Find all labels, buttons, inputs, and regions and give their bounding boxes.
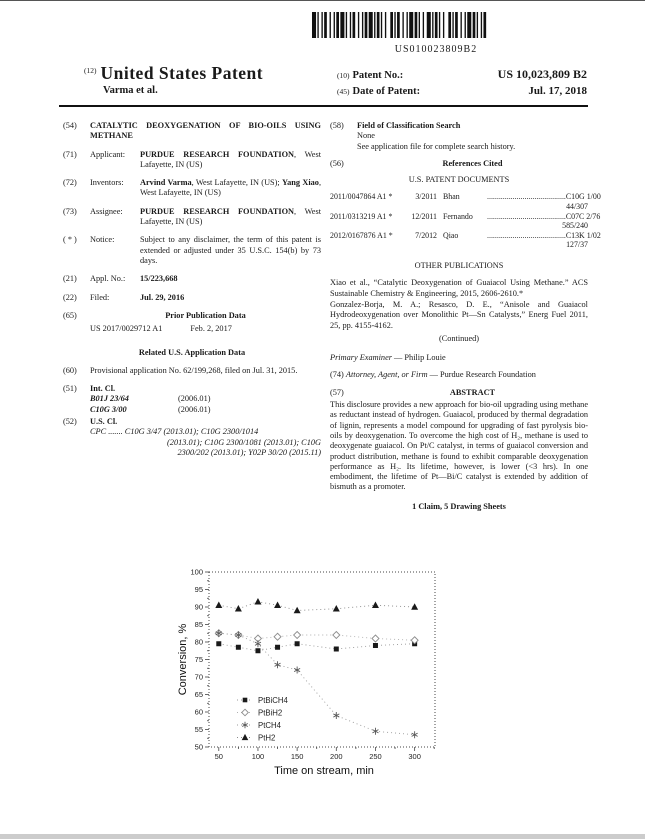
- primary-examiner-label: Primary Examiner: [330, 353, 392, 363]
- table-row-class2: 127/37: [566, 240, 588, 250]
- cpc-line: CPC ....... C10G 3/47 (2013.01); C10G 2300/1014: [90, 427, 259, 437]
- field-71-applicant: [63, 150, 321, 171]
- applicant-value: PURDUE RESEARCH FOUNDATION, West Lafayette, IN (US): [140, 149, 321, 169]
- field-45-number: (45): [337, 87, 350, 96]
- classification-search-title: Field of Classification Search: [357, 121, 461, 130]
- table-row-class2: 44/307: [566, 202, 588, 212]
- inventors-label: Inventors:: [90, 178, 124, 188]
- svg-text:PtBiH2: PtBiH2: [258, 708, 283, 718]
- patent-no-value: US 10,023,809 B2: [497, 67, 587, 81]
- attorney-label: Attorney, Agent, or Firm: [345, 370, 428, 380]
- related-app-heading: Related U.S. Application Data: [138, 348, 246, 358]
- publication-item: Xiao et al., “Catalytic Deoxygenation of Guaiacol Using Methane.” ACS Sustainable Chemistry & Engineering, 2015, 2606-2610.*: [330, 278, 588, 298]
- primary-examiner-value: — Philip Louie: [391, 353, 446, 363]
- patent-no-label: Patent No.:: [352, 70, 404, 81]
- field-number: (71): [63, 149, 77, 159]
- field-65-heading: [63, 311, 321, 321]
- publication-item: Gonzalez-Borja, M. A.; Resasco, D. E., “Anisole and Guaiacol Hydrodeoxygenation over Monolithic Pt—Sn Catalysts,” Energ Fuel 2011, 25, pp. 4155-4162.: [330, 299, 588, 330]
- svg-text:150: 150: [290, 752, 304, 761]
- svg-text:70: 70: [194, 672, 203, 682]
- prior-publication-date: Feb. 2, 2017: [190, 324, 232, 334]
- int-cl-rows: [90, 394, 321, 415]
- field-12-number: (12): [84, 66, 97, 75]
- header-right: [337, 67, 587, 100]
- field-74-attorney: [330, 370, 588, 380]
- prior-publication-heading: Prior Publication Data: [165, 310, 246, 320]
- left-column: [63, 121, 321, 458]
- date-of-patent-value: Jul. 17, 2018: [528, 85, 587, 97]
- us-cl-label: U.S. Cl.: [90, 416, 118, 426]
- invention-title: CATALYTIC DEOXYGENATION OF BIO-OILS USING METHANE: [90, 121, 321, 141]
- svg-text:50: 50: [194, 742, 203, 752]
- field-number: (52): [63, 416, 77, 426]
- attorney-value: — Purdue Research Foundation: [427, 370, 536, 380]
- other-publications-list: [330, 278, 588, 330]
- conversion-chart-canvas: [178, 563, 480, 795]
- conversion-chart: [178, 563, 480, 795]
- svg-text:Time on stream, min: Time on stream, min: [274, 765, 374, 777]
- field-number: (60): [63, 365, 77, 375]
- cpc-block: [90, 427, 321, 458]
- field-number: (22): [63, 292, 77, 302]
- filed-label: Filed:: [90, 292, 110, 302]
- notice-label: Notice:: [90, 235, 115, 245]
- right-column: [330, 121, 601, 512]
- assignee-value: PURDUE RESEARCH FOUNDATION, West Lafayette, IN (US): [140, 206, 321, 227]
- svg-text:100: 100: [251, 752, 265, 761]
- notice-field: [63, 235, 321, 266]
- field-22-filed: [63, 293, 321, 303]
- field-21-appl-no: [63, 274, 321, 284]
- svg-text:55: 55: [194, 725, 203, 734]
- field-number: (54): [63, 121, 77, 130]
- field-number: (65): [63, 310, 77, 320]
- appl-no-label: Appl. No.:: [90, 274, 126, 284]
- barcode-text: US010023809B2: [394, 44, 478, 55]
- notice-text: Subject to any disclaimer, the term of this patent is extended or adjusted under 35 U.S.C. 154(b) by 73 days.: [140, 235, 321, 265]
- svg-text:90: 90: [194, 602, 203, 612]
- field-51-intcl: [63, 384, 321, 394]
- table-row: 2011/0313219 A1 * 12/2011 Fernando ........................................ C07C 2/76: [330, 211, 601, 221]
- field-number: (74): [330, 370, 346, 380]
- int-cl-label: Int. Cl.: [90, 384, 116, 394]
- classification-search-none: None: [357, 131, 375, 141]
- svg-text:250: 250: [369, 752, 382, 761]
- header-left: [84, 63, 263, 96]
- svg-text:80: 80: [194, 637, 203, 647]
- cpc-line: 2300/202 (2013.01); Y02P 30/20 (2015.11): [177, 447, 321, 457]
- other-publications-heading: OTHER PUBLICATIONS: [414, 261, 504, 271]
- inventors-value: Arvind Varma, West Lafayette, IN (US); Yang Xiao, West Lafayette, IN (US): [140, 178, 322, 198]
- header-divider: [59, 105, 588, 107]
- svg-text:Conversion, %: Conversion, %: [177, 623, 189, 696]
- field-56-references: [330, 159, 588, 169]
- int-cl-row: C10G 3/00 (2006.01): [90, 404, 211, 414]
- applicant-label: Applicant:: [90, 149, 126, 159]
- assignee-label: Assignee:: [90, 206, 123, 216]
- primary-examiner-line: [330, 353, 588, 363]
- svg-text:200: 200: [330, 752, 343, 761]
- field-number: (73): [63, 206, 77, 216]
- references-cited-heading: References Cited: [442, 158, 503, 168]
- field-number: (58): [330, 121, 344, 130]
- first-named-inventor: Varma et al.: [103, 85, 158, 96]
- classification-search-note: See application file for complete search history.: [357, 141, 516, 151]
- svg-text:95: 95: [194, 585, 203, 594]
- field-58-search: [330, 121, 588, 152]
- barcode-icon: [310, 12, 562, 38]
- svg-text:PtH2: PtH2: [258, 733, 276, 743]
- prior-publication-number: US 2017/0029712 A1: [90, 324, 163, 334]
- cpc-line: (2013.01); C10G 2300/1081 (2013.01); C10G: [167, 437, 321, 447]
- svg-text:PtCH4: PtCH4: [258, 720, 281, 730]
- svg-text:50: 50: [214, 752, 223, 761]
- field-number: (57): [330, 387, 344, 397]
- field-number: (72): [63, 178, 77, 188]
- svg-text:100: 100: [190, 567, 203, 577]
- provisional-text: Provisional application No. 62/199,268, filed on Jul. 31, 2015.: [90, 365, 298, 375]
- field-57-abstract: [330, 388, 588, 398]
- abstract-heading: ABSTRACT: [449, 387, 496, 397]
- field-54-title: [63, 121, 321, 142]
- field-73-assignee: [63, 207, 321, 228]
- field-number: ( * ): [63, 235, 77, 245]
- svg-text:85: 85: [194, 620, 203, 629]
- filed-value: Jul. 29, 2016: [140, 292, 185, 302]
- svg-text:60: 60: [194, 707, 203, 717]
- field-10-number: (10): [337, 71, 350, 80]
- us-patent-documents-heading: U.S. PATENT DOCUMENTS: [408, 175, 510, 185]
- document-type-title: United States Patent: [100, 63, 264, 83]
- table-row-class2: 585/240: [562, 221, 588, 231]
- field-number: (56): [330, 158, 344, 168]
- table-row: 2012/0167876 A1 * 7/2012 Qiao ........................................ C13K 1/02: [330, 230, 601, 240]
- date-of-patent-label: Date of Patent:: [352, 86, 421, 97]
- svg-text:PtBiCH4: PtBiCH4: [258, 695, 288, 705]
- field-number: (21): [63, 274, 77, 284]
- continued-note: (Continued): [438, 333, 480, 343]
- field-72-inventors: [63, 178, 321, 199]
- barcode-block: [310, 12, 562, 55]
- appl-no-value: 15/223,668: [140, 274, 178, 284]
- claims-drawing-line: 1 Claim, 5 Drawing Sheets: [412, 501, 506, 511]
- svg-text:65: 65: [194, 690, 203, 699]
- field-52-uscl: [63, 417, 321, 427]
- svg-text:75: 75: [194, 655, 203, 664]
- table-row: 2011/0047864 A1 * 3/2011 Bhan ........................................ C10G 1/00: [330, 192, 601, 202]
- field-number: (51): [63, 384, 77, 394]
- us-patent-documents-table: [330, 192, 601, 250]
- scan-edge: [0, 834, 645, 839]
- prior-publication-line: [90, 324, 321, 334]
- svg-text:300: 300: [408, 752, 421, 761]
- int-cl-row: B01J 23/64 (2006.01): [90, 394, 211, 404]
- abstract-text: This disclosure provides a new approach for bio-oil upgrading using methane as reductant instead of hydrogen. Guaiacol, produced by thermal degradation of lignin, represents a model compound for upgrading of fast pyrolysis bio-oils by deoxygenation. To overcome the high cost of H₂, methane is used to deoxygenate guaiacol. On Pt/C catalyst, in terms of guaiacol conversion and product distribution, methane is found to exhibit comparable deoxygenation performance as H₂. Its lifetime, however, is lower (<3 hrs). In one embodiment, the lifetime of Pt—Bi/C catalyst is extended by addition of bismuth as a promoter.: [330, 400, 588, 492]
- field-60-provisional: [63, 366, 321, 376]
